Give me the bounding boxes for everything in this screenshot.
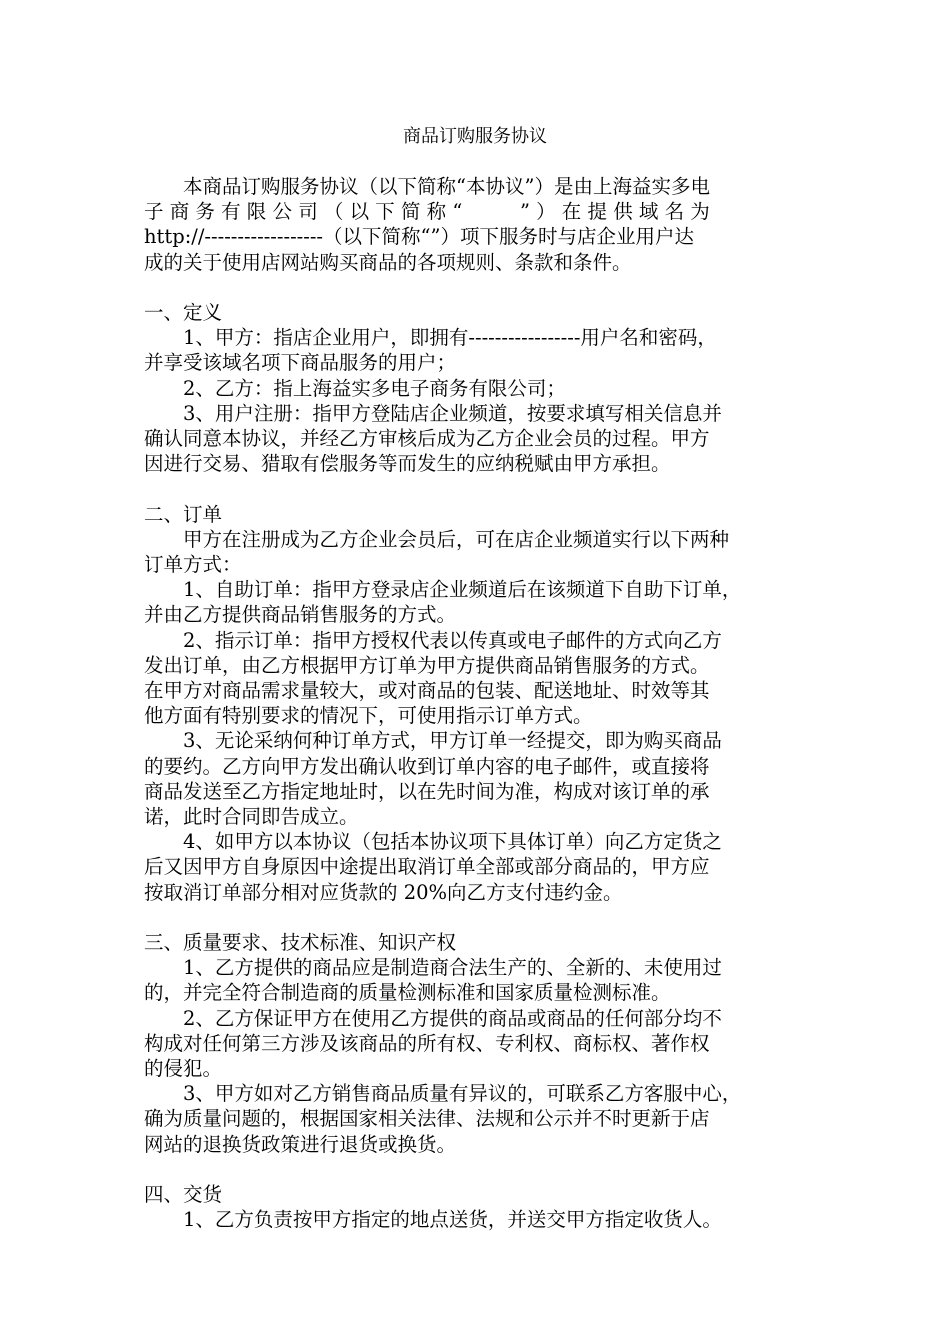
clause-line: 2、乙方保证甲方在使用乙方提供的商品或商品的任何部分均不 bbox=[183, 1006, 722, 1030]
clause-paragraph bbox=[144, 829, 804, 905]
clause-line: 4、如甲方以本协议（包括本协议项下具体订单）向乙方定货之 bbox=[183, 830, 722, 854]
clause-paragraph bbox=[144, 401, 804, 477]
clause-line: 1、乙方负责按甲方指定的地点送货，并送交甲方指定收货人。 bbox=[183, 1208, 722, 1232]
intro-line-4: 成的关于使用店网站购买商品的各项规则、条款和条件。 bbox=[144, 250, 632, 274]
clause-line: 诺，此时合同即告成立。 bbox=[144, 805, 359, 829]
document-body bbox=[144, 174, 804, 1232]
clause-paragraph bbox=[144, 728, 804, 829]
section-heading-quality: 三、质量要求、技术标准、知识产权 bbox=[144, 931, 457, 955]
clause-paragraph bbox=[144, 325, 804, 375]
section-heading-orders: 二、订单 bbox=[144, 502, 223, 526]
clause-line: 商品发送至乙方指定地址时，以在先时间为准，构成对该订单的承 bbox=[144, 779, 710, 803]
clause-line: 并享受该域名项下商品服务的用户； bbox=[144, 351, 457, 375]
clause-paragraph bbox=[144, 527, 804, 577]
clause-line: 后又因甲方自身原因中途提出取消订单全部或部分商品的，甲方应 bbox=[144, 855, 710, 879]
clause-line: 他方面有特别要求的情况下，可使用指示订单方式。 bbox=[144, 704, 593, 728]
clause-line: 的，并完全符合制造商的质量检测标准和国家质量检测标准。 bbox=[144, 981, 671, 1005]
clause-line: 3、无论采纳何种订单方式，甲方订单一经提交，即为购买商品 bbox=[183, 729, 722, 753]
clause-line: 2、指示订单：指甲方授权代表以传真或电子邮件的方式向乙方 bbox=[183, 628, 722, 652]
section-heading-delivery: 四、交货 bbox=[144, 1183, 223, 1207]
clause-line: 的侵犯。 bbox=[144, 1057, 223, 1081]
clause-line: 的要约。乙方向甲方发出确认收到订单内容的电子邮件，或直接将 bbox=[144, 754, 710, 778]
clause-line: 3、用户注册：指甲方登陆店企业频道，按要求填写相关信息并 bbox=[183, 401, 722, 425]
clause-paragraph bbox=[144, 1006, 804, 1082]
clause-paragraph bbox=[144, 376, 804, 401]
clause-line: 2、乙方：指上海益实多电子商务有限公司； bbox=[183, 376, 566, 400]
clause-line: 确认同意本协议，并经乙方审核后成为乙方企业会员的过程。甲方 bbox=[144, 427, 710, 451]
clause-line: 因进行交易、猎取有偿服务等而发生的应纳税赋由甲方承担。 bbox=[144, 452, 671, 476]
clause-line: 甲方在注册成为乙方企业会员后，可在店企业频道实行以下两种 bbox=[183, 527, 730, 551]
section-heading-definitions: 一、定义 bbox=[144, 301, 223, 324]
intro-line-2: 子 商 务 有 限 公 司 （ 以 下 简 称 “ ” ） 在 提 供 域 名 为 bbox=[144, 200, 710, 224]
clause-paragraph bbox=[144, 628, 804, 729]
clause-line: 确为质量问题的，根据国家相关法律、法规和公示并不时更新于店 bbox=[144, 1107, 710, 1131]
clause-paragraph bbox=[144, 1081, 804, 1157]
clause-line: 发出订单，由乙方根据甲方订单为甲方提供商品销售服务的方式。 bbox=[144, 653, 710, 677]
clause-paragraph bbox=[144, 1207, 804, 1232]
clause-paragraph bbox=[144, 955, 804, 1005]
clause-line: 并由乙方提供商品销售服务的方式。 bbox=[144, 603, 457, 627]
clause-line: 1、自助订单：指甲方登录店企业频道后在该频道下自助下订单， bbox=[183, 578, 742, 602]
document-title: 商品订购服务协议 bbox=[403, 126, 547, 147]
intro-line-1: 本商品订购服务协议（以下简称“本协议”）是由上海益实多电 bbox=[183, 175, 710, 198]
clause-line: 3、甲方如对乙方销售商品质量有异议的，可联系乙方客服中心， bbox=[183, 1082, 742, 1106]
clause-line: 网站的退换货政策进行退货或换货。 bbox=[144, 1132, 457, 1156]
clause-line: 在甲方对商品需求量较大，或对商品的包装、配送地址、时效等其 bbox=[144, 679, 710, 703]
clause-line: 订单方式： bbox=[144, 553, 242, 577]
intro-paragraph bbox=[144, 174, 804, 275]
clause-line: 按取消订单部分相对应货款的 20%向乙方支付违约金。 bbox=[144, 880, 623, 904]
intro-line-3: http://------------------（以下简称“”）项下服务时与店企业用户达 bbox=[144, 225, 694, 249]
clause-line: 1、甲方：指店企业用户，即拥有-----------------用户名和密码， bbox=[183, 326, 717, 350]
clause-line: 构成对任何第三方涉及该商品的所有权、专利权、商标权、著作权 bbox=[144, 1031, 710, 1055]
clause-line: 1、乙方提供的商品应是制造商合法生产的、全新的、未使用过 bbox=[183, 956, 722, 980]
clause-paragraph bbox=[144, 577, 804, 627]
